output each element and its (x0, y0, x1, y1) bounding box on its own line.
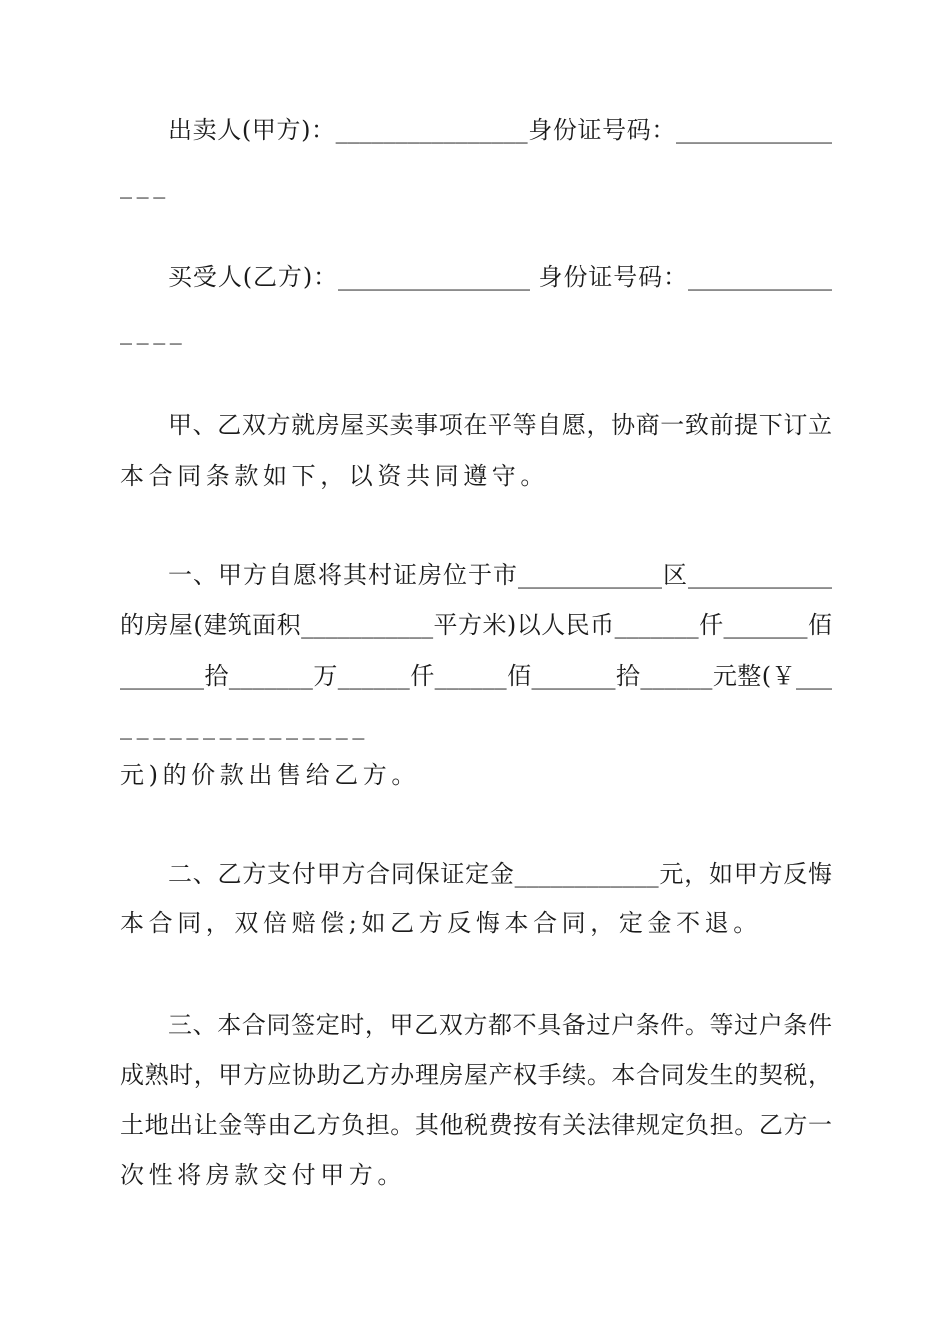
clause-3-line-2: 成熟时，甲方应协助乙方办理房屋产权手续。本合同发生的契税， (120, 1061, 832, 1089)
clause-3-line-3: 土地出让金等由乙方负担。其他税费按有关法律规定负担。乙方一 (120, 1111, 832, 1139)
preamble-line-2: 本合同条款如下，以资共同遵守。 (120, 462, 549, 490)
clause-3-line-1: 三、本合同签定时，甲乙双方都不具备过户条件。等过户条件 (168, 1011, 832, 1039)
seller-line: 出卖人(甲方)：________________身份证号码：_____________ (168, 116, 832, 144)
clause-2-line-1: 二、乙方支付甲方合同保证定金____________元，如甲方反悔 (168, 860, 832, 888)
clause-3-line-4: 次性将房款交付甲方。 (120, 1161, 406, 1189)
clause-1-line-2: 的房屋(建筑面积___________平方米)以人民币_______仟_______佰 (120, 611, 832, 639)
buyer-line-continuation: ____ (120, 317, 187, 345)
clause-1-line-5: 元)的价款出售给乙方。 (120, 761, 420, 789)
clause-2-line-2: 本合同，双倍赔偿;如乙方反悔本合同，定金不退。 (120, 909, 762, 937)
clause-1-line-3: _______拾_______万______仟______佰_______拾______元整(￥___ (120, 662, 832, 690)
clause-1-line-4: _______________ (120, 712, 369, 740)
preamble-line-1: 甲、乙双方就房屋买卖事项在平等自愿，协商一致前提下订立 (168, 411, 832, 439)
buyer-line: 买受人(乙方)：________________ 身份证号码：____________ (168, 263, 832, 291)
clause-1-line-1: 一、甲方自愿将其村证房位于市____________区____________ (168, 561, 832, 589)
seller-line-continuation: ___ (120, 171, 170, 199)
